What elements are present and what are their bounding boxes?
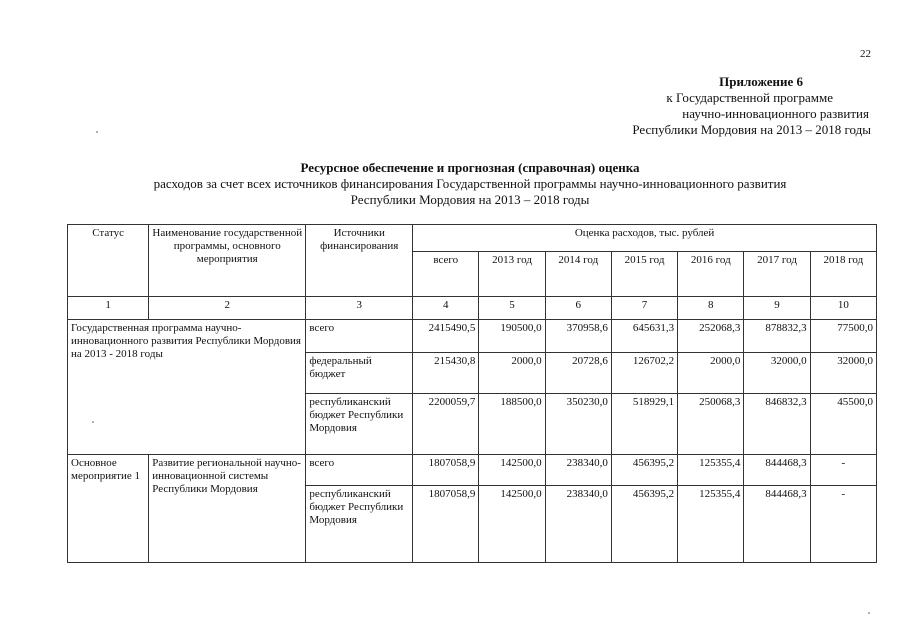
value-cell: 238340,0 [545, 455, 611, 486]
table-row [68, 455, 877, 486]
document-heading [40, 160, 900, 208]
value-cell: 77500,0 [810, 320, 876, 353]
value-cell: 645631,3 [611, 320, 677, 353]
column-numbers-row [68, 297, 877, 320]
value-cell: 2000,0 [479, 353, 545, 394]
value-cell: 1807058,9 [413, 486, 479, 563]
column-number: 6 [545, 297, 611, 320]
header-year-2014: 2014 год [545, 252, 611, 297]
header-status: Статус [68, 225, 149, 297]
scan-speck [92, 421, 94, 423]
state-program-name: Государственная программа научно-инновационного развития Республики Мордовия на 2013 - 2018 годы [68, 320, 306, 455]
value-cell: 844468,3 [744, 455, 810, 486]
value-cell: 2000,0 [678, 353, 744, 394]
value-cell: 846832,3 [744, 394, 810, 455]
value-cell: 126702,2 [611, 353, 677, 394]
appendix-block [632, 74, 871, 138]
appendix-line-1: к Государственной программе [666, 90, 833, 105]
value-cell: - [810, 455, 876, 486]
document-subtitle-line-1: расходов за счет всех источников финансирования Государственной программы научно-инновационного развития [153, 176, 787, 191]
table-row [68, 320, 877, 353]
document-subtitle-line-2: Республики Мордовия на 2013 – 2018 годы [350, 192, 590, 207]
value-cell: 1807058,9 [413, 455, 479, 486]
value-cell: 125355,4 [678, 455, 744, 486]
column-number: 3 [306, 297, 413, 320]
value-cell: 142500,0 [479, 455, 545, 486]
value-cell: 20728,6 [545, 353, 611, 394]
source-cell: всего [306, 455, 413, 486]
value-cell: 456395,2 [611, 486, 677, 563]
source-cell: федеральный бюджет [306, 353, 413, 394]
header-estimate: Оценка расходов, тыс. рублей [413, 225, 877, 252]
value-cell: 125355,4 [678, 486, 744, 563]
value-cell: 215430,8 [413, 353, 479, 394]
main-activity-name: Развитие региональной научно-инновационной системы Республики Мордовия [149, 455, 306, 563]
appendix-line-3: Республики Мордовия на 2013 – 2018 годы [632, 122, 871, 137]
column-number: 8 [678, 297, 744, 320]
value-cell: 238340,0 [545, 486, 611, 563]
header-year-2015: 2015 год [611, 252, 677, 297]
column-number: 1 [68, 297, 149, 320]
source-cell: республиканский бюджет Республики Мордовия [306, 394, 413, 455]
value-cell: 456395,2 [611, 455, 677, 486]
header-year-2013: 2013 год [479, 252, 545, 297]
column-number: 9 [744, 297, 810, 320]
page-number: 22 [860, 48, 871, 60]
value-cell: 252068,3 [678, 320, 744, 353]
value-cell: - [810, 486, 876, 563]
appendix-line-2: научно-инновационного развития [682, 106, 869, 121]
value-cell: 32000,0 [810, 353, 876, 394]
header-source: Источники финансирования [306, 225, 413, 297]
column-number: 7 [611, 297, 677, 320]
header-year-2017: 2017 год [744, 252, 810, 297]
column-number: 2 [149, 297, 306, 320]
document-title: Ресурсное обеспечение и прогнозная (справочная) оценка [300, 160, 640, 175]
scan-speck [868, 612, 870, 614]
value-cell: 878832,3 [744, 320, 810, 353]
column-number: 10 [810, 297, 876, 320]
value-cell: 32000,0 [744, 353, 810, 394]
value-cell: 250068,3 [678, 394, 744, 455]
value-cell: 370958,6 [545, 320, 611, 353]
value-cell: 518929,1 [611, 394, 677, 455]
header-year-2016: 2016 год [678, 252, 744, 297]
value-cell: 188500,0 [479, 394, 545, 455]
header-year-2018: 2018 год [810, 252, 876, 297]
value-cell: 190500,0 [479, 320, 545, 353]
value-cell: 844468,3 [744, 486, 810, 563]
value-cell: 2415490,5 [413, 320, 479, 353]
header-name: Наименование государственной программы, основного мероприятия [149, 225, 306, 297]
column-number: 5 [479, 297, 545, 320]
main-activity-status: Основное мероприятие 1 [68, 455, 149, 563]
value-cell: 142500,0 [479, 486, 545, 563]
value-cell: 350230,0 [545, 394, 611, 455]
column-number: 4 [413, 297, 479, 320]
header-total: всего [413, 252, 479, 297]
source-cell: всего [306, 320, 413, 353]
appendix-title: Приложение 6 [719, 74, 803, 89]
scan-speck [96, 131, 98, 133]
resources-table [67, 224, 877, 563]
value-cell: 2200059,7 [413, 394, 479, 455]
value-cell: 45500,0 [810, 394, 876, 455]
source-cell: республиканский бюджет Республики Мордовия [306, 486, 413, 563]
